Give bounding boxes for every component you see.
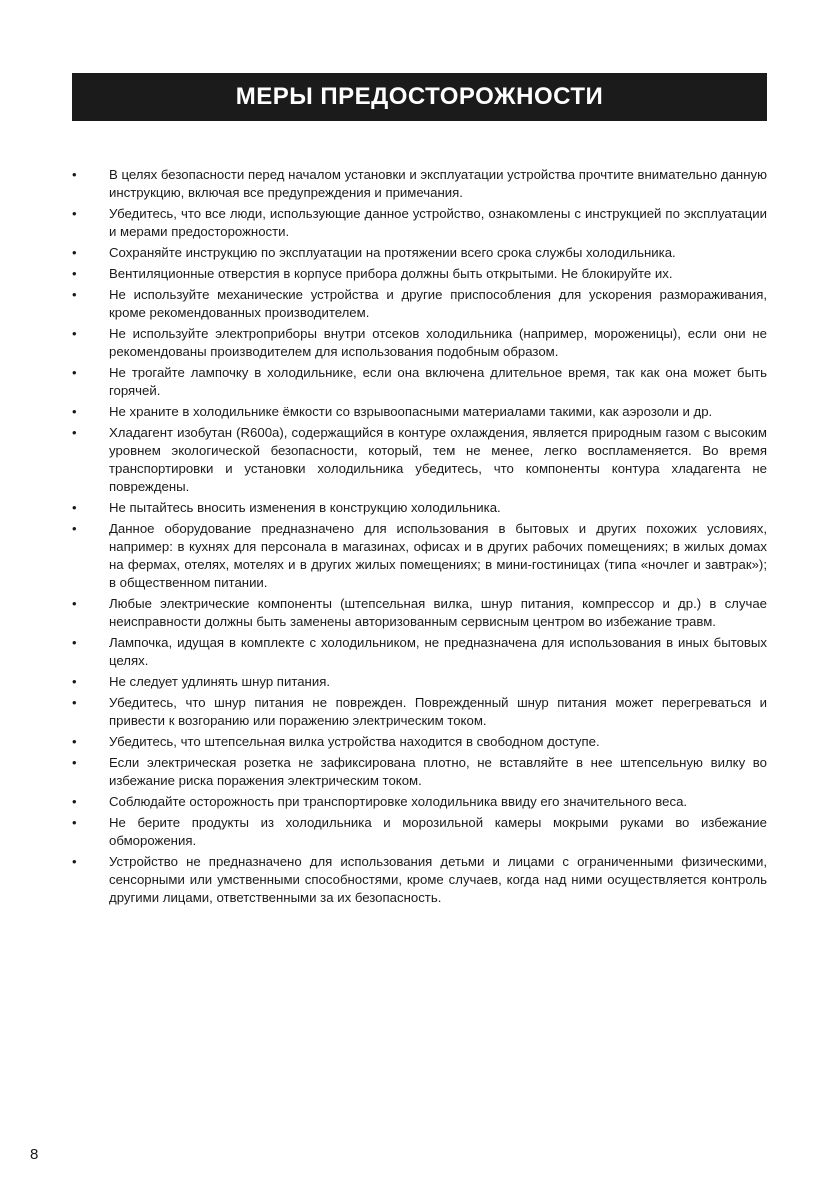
list-item-text: Не следует удлинять шнур питания. — [109, 674, 330, 689]
bullet-icon: • — [72, 404, 77, 419]
list-item — [72, 424, 767, 496]
list-item-text: Не используйте механические устройства и другие приспособления для ускорения размораживания, кроме рекомендованных производителем. — [109, 287, 767, 320]
bullet-icon: • — [72, 674, 77, 689]
list-item — [72, 634, 767, 670]
list-item — [72, 364, 767, 400]
bullet-icon: • — [72, 596, 77, 611]
bullet-icon: • — [72, 755, 77, 770]
bullet-icon: • — [72, 425, 77, 440]
bullet-icon: • — [72, 635, 77, 650]
list-item — [72, 166, 767, 202]
list-item-text: Убедитесь, что все люди, использующие данное устройство, ознакомлены с инструкцией по эксплуатации и мерами предосторожности. — [109, 206, 767, 239]
bullet-icon: • — [72, 734, 77, 749]
list-item-text: Устройство не предназначено для использования детьми и лицами с ограниченными физическими, сенсорными или умственными способностями, кроме случаев, когда над ними осуществляется контроль другими лицами, ответственными за их безопасность. — [109, 854, 767, 905]
bullet-icon: • — [72, 287, 77, 302]
bullet-icon: • — [72, 245, 77, 260]
list-item-text: Лампочка, идущая в комплекте с холодильником, не предназначена для использования в иных бытовых целях. — [109, 635, 767, 668]
page-number: 8 — [30, 1146, 39, 1163]
list-item-text: Сохраняйте инструкцию по эксплуатации на протяжении всего срока службы холодильника. — [109, 245, 676, 260]
list-item — [72, 595, 767, 631]
bullet-icon: • — [72, 365, 77, 380]
list-item — [72, 286, 767, 322]
list-item — [72, 499, 767, 517]
bullet-icon: • — [72, 854, 77, 869]
list-item-text: В целях безопасности перед началом установки и эксплуатации устройства прочтите внимательно данную инструкцию, включая все предупреждения и примечания. — [109, 167, 767, 200]
list-item-text: Не пытайтесь вносить изменения в конструкцию холодильника. — [109, 500, 501, 515]
list-item — [72, 265, 767, 283]
list-item — [72, 793, 767, 811]
bullet-icon: • — [72, 206, 77, 221]
list-item-text: Хладагент изобутан (R600a), содержащийся в контуре охлаждения, является природным газом с высоким уровнем экологической безопасности, который, тем не менее, легко воспламеняется. Во время транспортировки и установки холодильника убедитесь, что компоненты контура хладагента не повреждены. — [109, 425, 767, 494]
bullet-icon: • — [72, 815, 77, 830]
bullet-icon: • — [72, 500, 77, 515]
list-item-text: Данное оборудование предназначено для использования в бытовых и других похожих условиях, например: в кухнях для персонала в магазинах, офисах и в других рабочих помещениях; в жилых домах на фермах, отелях, мотелях и в других жилых помещениях; в мини-гостиницах (типа «ночлег и завтрак»); в общественном питании. — [109, 521, 767, 590]
list-item — [72, 754, 767, 790]
list-item — [72, 325, 767, 361]
list-item-text: Вентиляционные отверстия в корпусе прибора должны быть открытыми. Не блокируйте их. — [109, 266, 673, 281]
list-item-text: Не трогайте лампочку в холодильнике, если она включена длительное время, так как она может быть горячей. — [109, 365, 767, 398]
list-item-text: Не храните в холодильнике ёмкости со взрывоопасными материалами такими, как аэрозоли и др. — [109, 404, 713, 419]
list-item — [72, 520, 767, 592]
list-item-text: Любые электрические компоненты (штепсельная вилка, шнур питания, компрессор и др.) в случае неисправности должны быть заменены авторизованным сервисным центром во избежание травм. — [109, 596, 767, 629]
bullet-icon: • — [72, 521, 77, 536]
bullet-icon: • — [72, 266, 77, 281]
list-item — [72, 733, 767, 751]
list-item-text: Не берите продукты из холодильника и морозильной камеры мокрыми руками во избежание обморожения. — [109, 815, 767, 848]
precautions-list — [72, 166, 767, 910]
list-item-text: Не используйте электроприборы внутри отсеков холодильника (например, мороженицы), если они не рекомендованы производителем для использования подобным образом. — [109, 326, 767, 359]
section-title: МЕРЫ ПРЕДОСТОРОЖНОСТИ — [235, 83, 604, 110]
list-item-text: Если электрическая розетка не зафиксирована плотно, не вставляйте в нее штепсельную вилку во избежание риска поражения электрическим током. — [109, 755, 767, 788]
bullet-icon: • — [72, 326, 77, 341]
list-item-text: Убедитесь, что шнур питания не поврежден. Поврежденный шнур питания может перегреваться и привести к возгоранию или поражению электрическим током. — [109, 695, 767, 728]
list-item — [72, 694, 767, 730]
bullet-icon: • — [72, 695, 77, 710]
list-item-text: Убедитесь, что штепсельная вилка устройства находится в свободном доступе. — [109, 734, 600, 749]
list-item — [72, 853, 767, 907]
list-item — [72, 673, 767, 691]
list-item — [72, 814, 767, 850]
list-item — [72, 205, 767, 241]
section-header-bar — [72, 73, 767, 121]
list-item-text: Соблюдайте осторожность при транспортировке холодильника ввиду его значительного веса. — [109, 794, 688, 809]
list-item — [72, 403, 767, 421]
list-item — [72, 244, 767, 262]
bullet-icon: • — [72, 167, 77, 182]
bullet-icon: • — [72, 794, 77, 809]
